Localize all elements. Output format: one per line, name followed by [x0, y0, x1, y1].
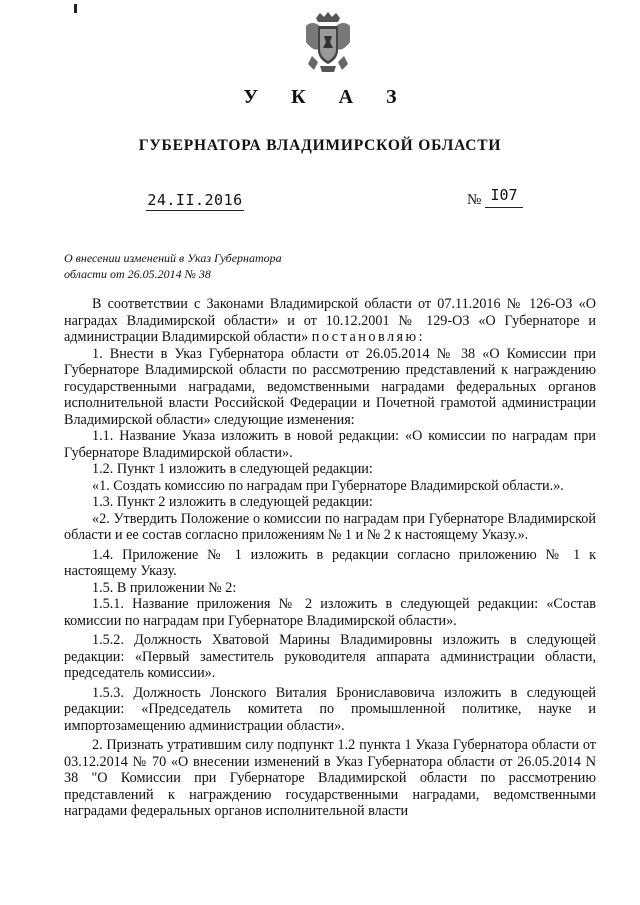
preamble-paragraph — [64, 296, 596, 346]
clause-paragraph: «1. Создать комиссию по наградам при Губернаторе Владимирской области.». — [92, 477, 564, 494]
clause-paragraph: 1.2. Пункт 1 изложить в следующей редакции: — [92, 461, 373, 477]
issuer-title: ГУБЕРНАТОРА ВЛАДИМИРСКОЙ ОБЛАСТИ — [138, 137, 502, 154]
scan-mark — [74, 4, 77, 13]
clause-paragraph: «2. Утвердить Положение о комиссии по наградам при Губернаторе Владимирской области и ее состав согласно приложениям № 1 и № 2 к настоящему Указу.». — [64, 510, 596, 543]
decree-body — [64, 296, 596, 820]
clause-paragraph: 2. Признать утратившим силу подпункт 1.2 пункта 1 Указа Губернатора области от 03.12.2014 № 70 «О внесении изменений в Указ Губернатора области от 26.05.2014 N 38 "О Комиссии при Губернаторе Владимирской области по рассмотрению представлений к награждению государственными наградами, ведомственными наградами федеральных органов исполнительной власти — [64, 737, 596, 819]
subject-line: О внесении изменений в Указ Губернатора — [64, 251, 282, 265]
clause-paragraph: 1.4. Приложение № 1 изложить в редакции согласно приложению № 1 к настоящему Указу. — [64, 546, 596, 579]
decree-word: постановляю — [311, 329, 419, 345]
subject-line: области от 26.05.2014 № 38 — [64, 267, 211, 281]
coat-of-arms-icon — [298, 12, 358, 74]
decree-date: 24.II.2016 — [147, 191, 243, 209]
clause-paragraph: 1.3. Пункт 2 изложить в следующей редакции: — [92, 494, 373, 510]
clause-paragraph: 1.5.3. Должность Лонского Виталия Брониславовича изложить в следующей редакции: «Председатель комитета по промышленной политике, науке и импортозамещению администрации области». — [64, 684, 596, 734]
clause-paragraph: 1.5.1. Название приложения № 2 изложить в следующей редакции: «Состав комиссии по наградам при Губернаторе Владимирской области». — [64, 596, 596, 629]
document-title: У К А З — [243, 86, 411, 108]
number-label: № — [467, 192, 482, 208]
preamble-text: В соответствии с Законами Владимирской области от 07.11.2016 № 126-ОЗ «О наградах Владимирской области» и от 10.12.2001 № 129-ОЗ «О Губернаторе и администрации Владимирской области» — [64, 296, 596, 345]
decree-subject — [64, 250, 354, 282]
clause-paragraph: 1.5.2. Должность Хватовой Марины Владимировны изложить в следующей редакции: «Первый заместитель руководителя аппарата администрации области, председатель комиссии». — [64, 632, 596, 681]
decree-colon: : — [418, 329, 423, 345]
clause-paragraph: 1. Внести в Указ Губернатора области от 26.05.2014 № 38 «О Комиссии при Губернаторе Владимирской области по рассмотрению представлений к награждению государственными наградами, ведомственными наградами федеральных органов исполнительной власти Российской Федерации и Почетной грамотой администрации Владимирской области» следующие изменения: — [64, 345, 596, 428]
clause-paragraph: 1.1. Название Указа изложить в новой редакции: «О комиссии по наградам при Губернаторе Владимирской области». — [64, 428, 596, 461]
decree-number: I07 — [485, 186, 523, 208]
clause-paragraph: 1.5. В приложении № 2: — [92, 579, 237, 596]
